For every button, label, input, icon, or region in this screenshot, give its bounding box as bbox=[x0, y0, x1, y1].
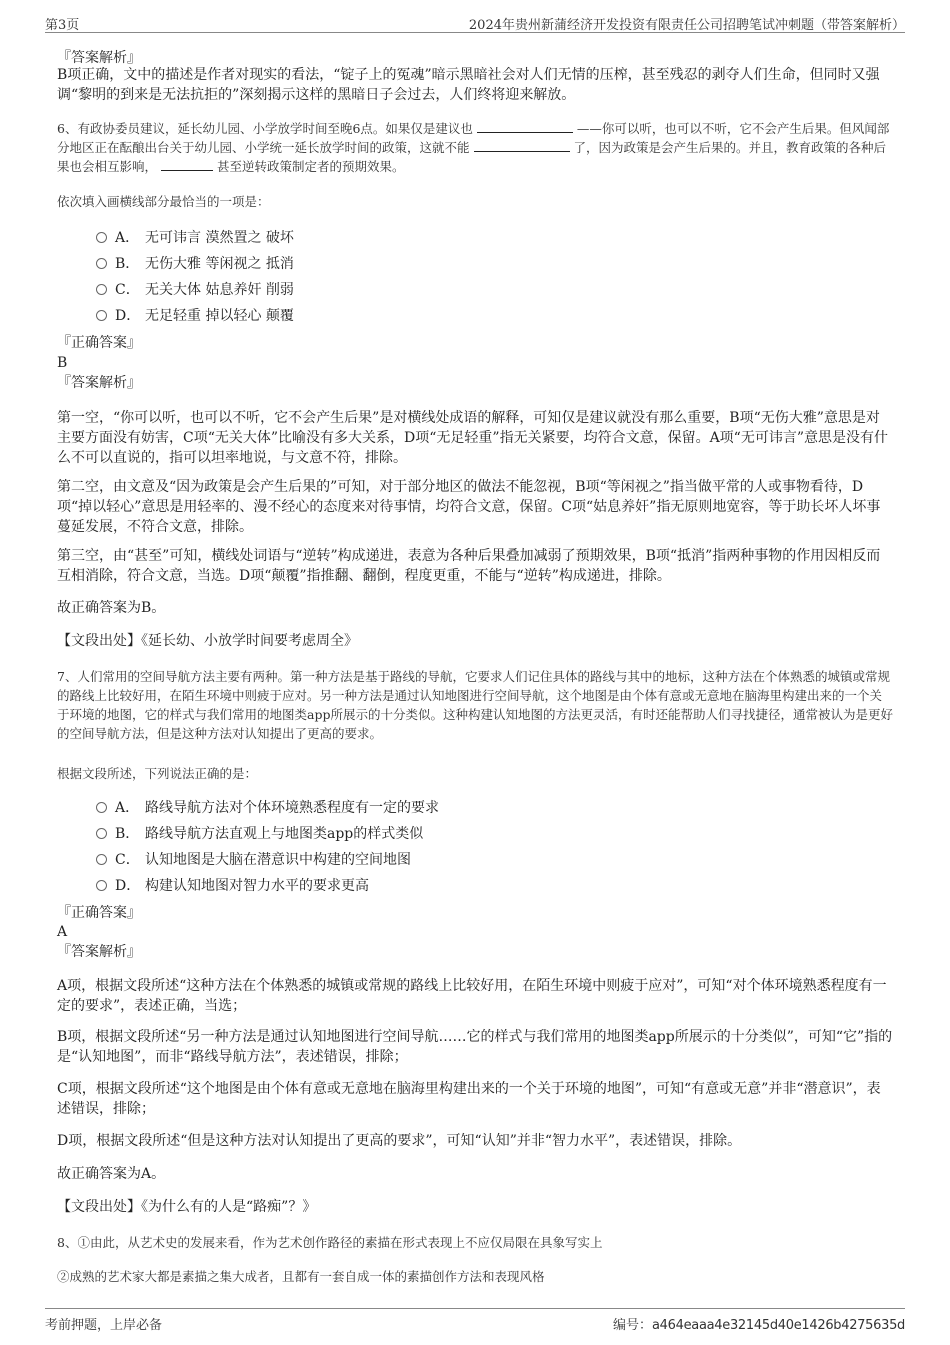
option-label: B． bbox=[115, 256, 140, 272]
option-label: A． bbox=[115, 230, 140, 246]
option-label: B． bbox=[115, 826, 140, 842]
radio-icon[interactable] bbox=[96, 258, 107, 269]
option-text: 路线导航方法直观上与地图类app的样式类似 bbox=[145, 826, 424, 842]
option-text: 无可讳言 漠然置之 破坏 bbox=[145, 230, 294, 246]
radio-icon[interactable] bbox=[96, 828, 107, 839]
q6-source: 【文段出处】《延长幼、小放学时间要考虑周全》 bbox=[57, 633, 358, 649]
q7-source: 【文段出处】《为什么有的人是“路痴”？》 bbox=[57, 1199, 317, 1215]
option-label: C． bbox=[115, 282, 140, 298]
page-number: 第3页 bbox=[45, 18, 80, 33]
q6-analysis-p1: 第一空，“你可以听，也可以不听，它不会产生后果”是对横线处成语的解释，可知仅是建议就没有那么重要，B项“无伤大雅”意思是对主要方面没有妨害，C项“无关大体”比喻没有多大关系，D项“无足轻重”指无关紧要，均符合文意，保留。A项“无可讳言”意思是没有什么不可以直说的，指可以坦率地说，与文意不符，排除。 bbox=[57, 410, 888, 466]
q7-option-d[interactable] bbox=[96, 876, 369, 896]
option-text: 构建认知地图对智力水平的要求更高 bbox=[145, 878, 369, 894]
footer-code-label: 编号： bbox=[613, 1318, 653, 1333]
q6-stem-part4: 甚至逆转政策制定者的预期效果。 bbox=[216, 159, 405, 174]
option-label: D． bbox=[115, 878, 141, 894]
q6-blank-2 bbox=[474, 139, 570, 152]
q7-prompt: 根据文段所述，下列说法正确的是： bbox=[57, 766, 258, 781]
q7-option-c[interactable] bbox=[96, 850, 411, 870]
q7-stem: 7、人们常用的空间导航方法主要有两种。第一种方法是基于路线的导航，它要求人们记住具体的路线与其中的地标，这种方法在个体熟悉的城镇或常规的路线上比较好用，在陌生环境中则疲于应对。另一种方法是通过认知地图进行空间导航，这个地图是由个体有意或无意地在脑海里构建出来的一个关于环境的地图，它的样式与我们常用的地图类app所展示的十分类似。这种构建认知地图的方法更灵活，有时还能帮助人们寻找捷径，通常被认为是更好的空间导航方法，但是这种方法对认知提出了更高的要求。 bbox=[57, 669, 893, 741]
q7-analysis-b: B项，根据文段所述“另一种方法是通过认知地图进行空间导航……它的样式与我们常用的地图类app所展示的十分类似”，可知“它”指的是“认知地图”，而非“路线导航方法”，表述错误，排除； bbox=[57, 1029, 893, 1065]
q7-option-a[interactable] bbox=[96, 798, 439, 818]
q7-analysis-d: D项，根据文段所述“但是这种方法对认知提出了更高的要求”，可知“认知”并非“智力水平”，表述错误，排除。 bbox=[57, 1133, 742, 1149]
q6-option-a[interactable] bbox=[96, 228, 294, 248]
q6-stem bbox=[57, 119, 893, 176]
option-text: 无伤大雅 等闲视之 抵消 bbox=[145, 256, 294, 272]
page-footer bbox=[45, 1308, 905, 1331]
footer-slogan: 考前押题，上岸必备 bbox=[45, 1318, 163, 1333]
q7-option-b[interactable] bbox=[96, 824, 423, 844]
option-label: D． bbox=[115, 308, 141, 324]
radio-icon[interactable] bbox=[96, 310, 107, 321]
q6-stem-part3: 了，因为政策是会产生后果的。并且，教育政策的各种后果也会相互影响， bbox=[57, 140, 886, 174]
q6-stem-part1: 6、有政协委员建议，延长幼儿园、小学放学时间至晚6点。如果仅是建议也 bbox=[57, 121, 473, 136]
document-title: 2024年贵州新蒲经济开发投资有限责任公司招聘笔试冲刺题（带答案解析） bbox=[468, 18, 905, 33]
q6-option-d[interactable] bbox=[96, 306, 294, 326]
q6-analysis-p3: 第三空，由“甚至”可知，横线处词语与“逆转”构成递进，表意为各种后果叠加减弱了预期效果，B项“抵消”指两种事物的作用因相反而互相消除，符合文意，当选。D项“颠覆”指推翻、翻倒，程度更重，不能与“逆转”构成递进，排除。 bbox=[57, 548, 881, 584]
option-text: 路线导航方法对个体环境熟悉程度有一定的要求 bbox=[145, 800, 439, 816]
q6-answer-label: 『正确答案』 bbox=[57, 335, 141, 351]
q6-option-b[interactable] bbox=[96, 254, 294, 274]
q8-line-2: ②成熟的艺术家大都是素描之集大成者，且都有一套自成一体的素描创作方法和表现风格 bbox=[57, 1269, 545, 1284]
option-text: 无足轻重 掉以轻心 颠覆 bbox=[145, 308, 294, 324]
q7-answer: A bbox=[57, 924, 68, 940]
q6-blank-1 bbox=[477, 120, 573, 133]
q6-blank-3 bbox=[161, 158, 213, 171]
q7-answer-label: 『正确答案』 bbox=[57, 905, 141, 921]
q6-answer: B bbox=[57, 355, 68, 371]
q5-analysis-label: 『答案解析』 bbox=[57, 50, 141, 66]
option-label: C． bbox=[115, 852, 140, 868]
q6-option-c[interactable] bbox=[96, 280, 294, 300]
q7-analysis-a: A项，根据文段所述“这种方法在个体熟悉的城镇或常规的路线上比较好用，在陌生环境中则疲于应对”，可知“对个体环境熟悉程度有一定的要求”，表述正确，当选； bbox=[57, 978, 887, 1014]
q5-analysis-text: B项正确，文中的描述是作者对现实的看法，“锭子上的冤魂”暗示黑暗社会对人们无情的压榨，甚至残忍的剥夺人们生命，但同时又强调“黎明的到来是无法抗拒的”深刻揭示这样的黑暗日子会过去，人们终将迎来解放。 bbox=[57, 67, 880, 103]
q6-conclusion: 故正确答案为B。 bbox=[57, 600, 166, 616]
option-label: A． bbox=[115, 800, 140, 816]
option-text: 认知地图是大脑在潜意识中构建的空间地图 bbox=[145, 852, 411, 868]
radio-icon[interactable] bbox=[96, 880, 107, 891]
q7-analysis-label: 『答案解析』 bbox=[57, 944, 141, 960]
option-text: 无关大体 姑息养奸 削弱 bbox=[145, 282, 294, 298]
radio-icon[interactable] bbox=[96, 802, 107, 813]
radio-icon[interactable] bbox=[96, 232, 107, 243]
radio-icon[interactable] bbox=[96, 284, 107, 295]
q6-stem-part2: ——你可以听，也可以不听，它不会产生后果。但风闻部分地区正在酝酿出台关于幼儿园、小学统一延长放学时间的政策，这就不能 bbox=[57, 121, 890, 155]
q6-prompt: 依次填入画横线部分最恰当的一项是： bbox=[57, 194, 270, 209]
q7-conclusion: 故正确答案为A。 bbox=[57, 1166, 166, 1182]
q6-analysis-label: 『答案解析』 bbox=[57, 375, 141, 391]
footer-code-value: a464eaaa4e32145d40e1426b4275635d bbox=[652, 1318, 905, 1333]
radio-icon[interactable] bbox=[96, 854, 107, 865]
footer-code bbox=[613, 1314, 905, 1333]
q6-analysis-p2: 第二空，由文意及“因为政策是会产生后果的”可知，对于部分地区的做法不能忽视，B项“等闲视之”指当做平常的人或事物看待，D项“掉以轻心”意思是用轻率的、漫不经心的态度来对待事情，均符合文意，保留。C项“姑息养奸”指无原则地宽容，等于助长坏人坏事蔓延发展，不符合文意，排除。 bbox=[57, 479, 881, 535]
q8-line-1: 8、①由此，从艺术史的发展来看，作为艺术创作路径的素描在形式表现上不应仅局限在具象写实上 bbox=[57, 1235, 603, 1250]
page-header bbox=[45, 10, 905, 33]
q7-analysis-c: C项，根据文段所述“这个地图是由个体有意或无意地在脑海里构建出来的一个关于环境的地图”，可知“有意或无意”并非“潜意识”，表述错误，排除； bbox=[57, 1081, 881, 1117]
